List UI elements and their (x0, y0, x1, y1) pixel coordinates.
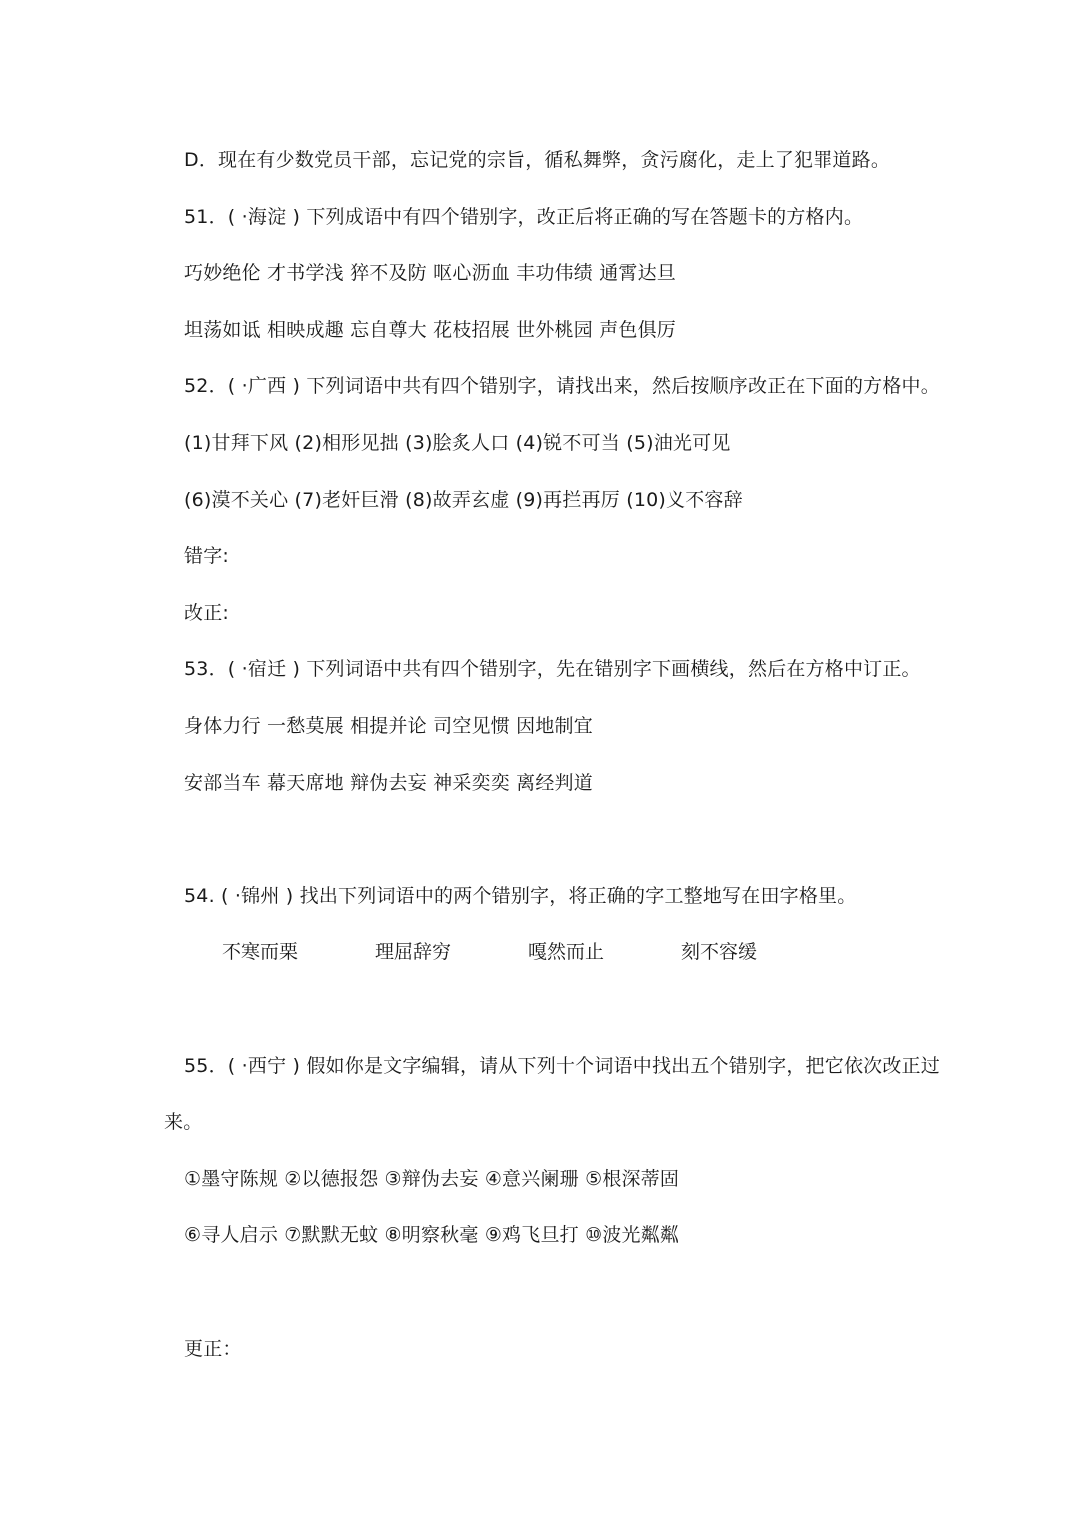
question-55-terms-row-1: ①墨守陈规 ②以德报怨 ③辩伪去妄 ④意兴阑珊 ⑤根深蒂固 (184, 1168, 680, 1190)
wrong-char-label: 错字: (184, 545, 230, 567)
question-54-term: 理屈辞穷 (375, 941, 452, 963)
correction-answer-label: 更正： (184, 1338, 242, 1360)
question-54-term: 刻不容缓 (681, 941, 758, 963)
question-54-terms (222, 939, 834, 965)
question-51-terms-row-1: 巧妙绝伦 才书学浅 猝不及防 呕心沥血 丰功伟绩 通霄达旦 (184, 262, 676, 284)
question-54-term: 不寒而栗 (222, 941, 299, 963)
question-53-prompt: 53．( ·宿迁 ) 下列词语中共有四个错别字，先在错别字下画横线，然后在方格中订正。 (184, 658, 921, 680)
question-53-terms-row-2: 安部当车 幕天席地 辩伪去妄 神采奕奕 离经判道 (184, 772, 593, 794)
question-52-terms-row-2: (6)漠不关心 (7)老奸巨滑 (8)故弄玄虚 (9)再拦再厉 (10)义不容辞 (184, 489, 743, 511)
question-54-prompt: 54. ( ·锦州 ) 找出下列词语中的两个错别字，将正确的字工整地写在田字格里。 (184, 885, 857, 907)
question-55-prompt-continued: 来。 (164, 1111, 203, 1133)
option-d-line: D．现在有少数党员干部，忘记党的宗旨，循私舞弊，贪污腐化，走上了犯罪道路。 (184, 149, 891, 171)
question-53-terms-row-1: 身体力行 一愁莫展 相提并论 司空见惯 因地制宜 (184, 715, 593, 737)
question-55-terms-row-2: ⑥寻人启示 ⑦默默无蚊 ⑧明察秋毫 ⑨鸡飞旦打 ⑩波光粼粼 (184, 1224, 680, 1246)
question-51-prompt: 51．( ·海淀 ) 下列成语中有四个错别字，改正后将正确的写在答题卡的方格内。 (184, 206, 864, 228)
question-52-terms-row-1: (1)甘拜下风 (2)相形见拙 (3)脍炙人口 (4)锐不可当 (5)油光可见 (184, 432, 731, 454)
question-51-terms-row-2: 坦荡如诋 相映成趣 忘自尊大 花枝招展 世外桃园 声色俱厉 (184, 319, 676, 341)
correction-label: 改正: (184, 602, 230, 624)
question-54-term: 嘎然而止 (528, 941, 605, 963)
question-55-prompt: 55．( ·西宁 ) 假如你是文字编辑，请从下列十个词语中找出五个错别字，把它依次改正过 (184, 1055, 940, 1077)
question-52-prompt: 52．( ·广西 ) 下列词语中共有四个错别字，请找出来，然后按顺序改正在下面的方格中。 (184, 375, 940, 397)
